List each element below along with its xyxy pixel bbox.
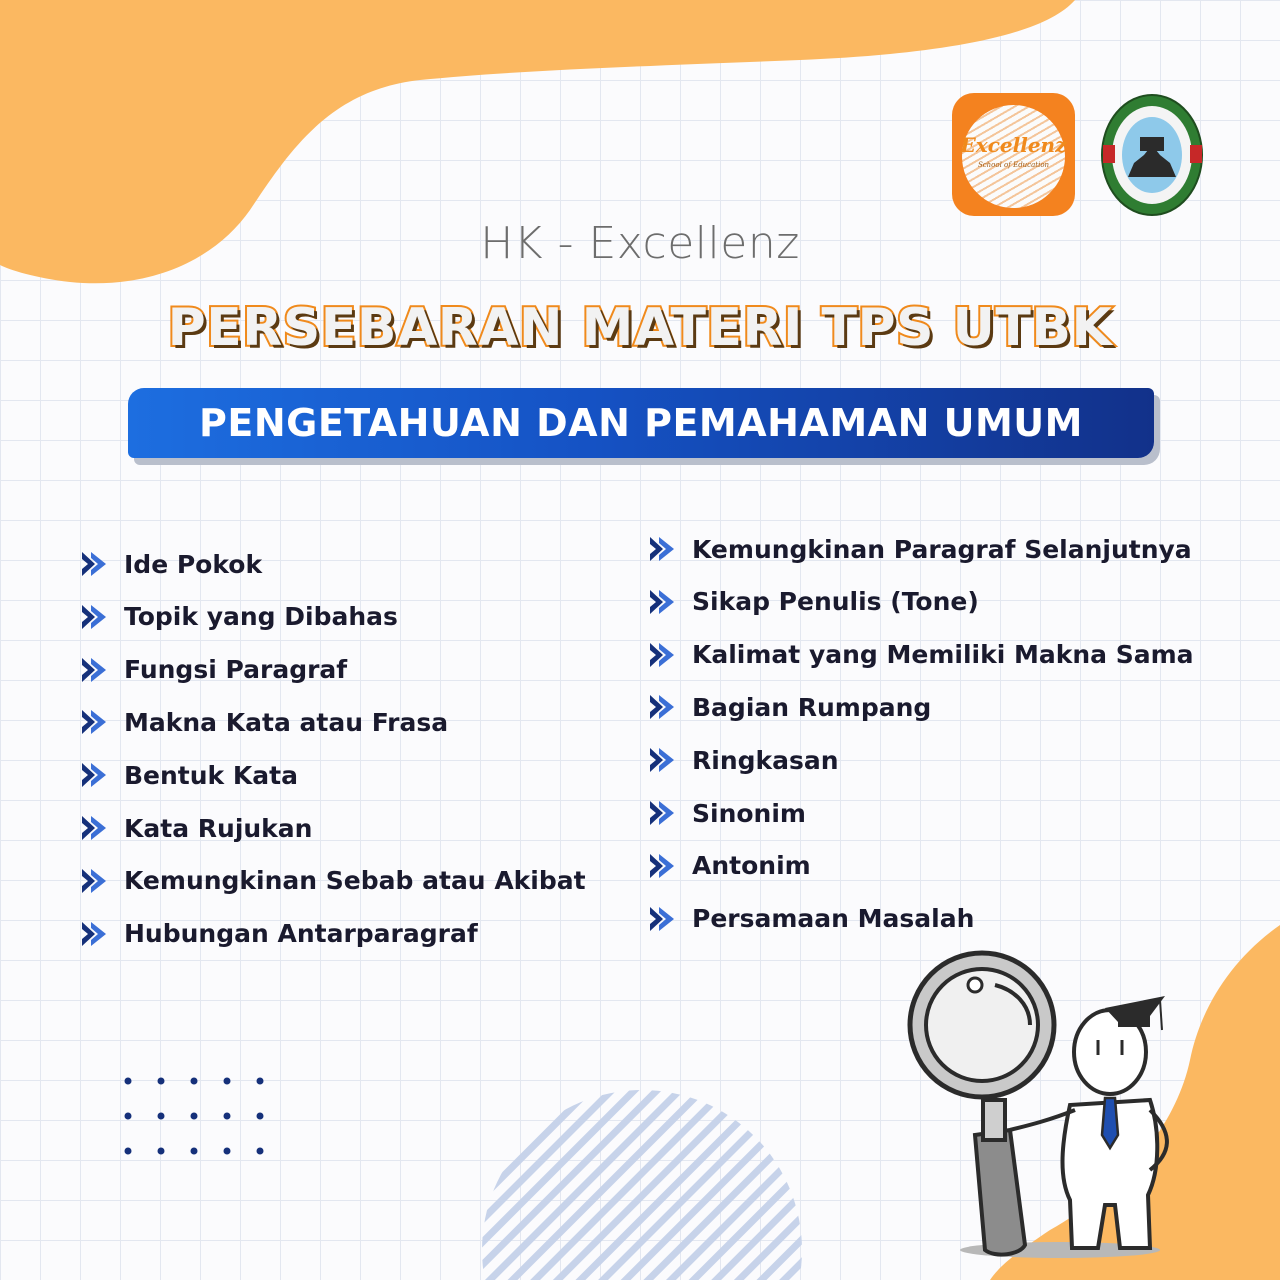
page-title: PERSEBARAN MATERI TPS UTBK (167, 298, 1113, 358)
topic-item (80, 650, 347, 690)
double-chevron-right-icon (648, 799, 676, 827)
topic-label: Sinonim (692, 798, 806, 828)
topic-item (80, 702, 448, 742)
topic-item (648, 582, 979, 622)
topic-item (80, 808, 312, 848)
topic-item (648, 846, 811, 886)
double-chevron-right-icon (648, 746, 676, 774)
double-chevron-right-icon (80, 550, 108, 578)
topic-label: Kata Rujukan (124, 813, 313, 843)
double-chevron-right-icon (648, 641, 676, 669)
subtitle-banner (128, 388, 1154, 458)
double-chevron-right-icon (80, 920, 108, 948)
topic-label: Hubungan Antarparagraf (124, 919, 478, 949)
topic-item (648, 687, 931, 727)
double-chevron-right-icon (80, 761, 108, 789)
double-chevron-right-icon (648, 588, 676, 616)
topic-item (80, 755, 298, 795)
double-chevron-right-icon (648, 852, 676, 880)
magnifier-graduate-illustration (910, 953, 1167, 1258)
topic-label: Ide Pokok (124, 549, 263, 579)
double-chevron-right-icon (648, 693, 676, 721)
topic-item (648, 635, 1194, 675)
topic-item (648, 740, 839, 780)
topic-label: Ringkasan (692, 745, 839, 775)
topic-item (80, 544, 262, 584)
subtitle-text: PENGETAHUAN DAN PEMAHAMAN UMUM (199, 401, 1083, 445)
logo-wordmark: Excellenz (960, 133, 1067, 157)
topic-label: Fungsi Paragraf (124, 655, 348, 685)
topic-label: Antonim (692, 851, 811, 881)
topic-item (80, 914, 478, 954)
topic-item (80, 861, 586, 901)
topic-label: Bagian Rumpang (692, 692, 932, 722)
excellenz-logo (952, 93, 1075, 216)
topic-item (648, 529, 1192, 569)
topic-label: Makna Kata atau Frasa (124, 707, 449, 737)
topic-label: Sikap Penulis (Tone) (692, 587, 979, 617)
double-chevron-right-icon (80, 867, 108, 895)
logo-subtext: School of Education (977, 161, 1050, 169)
dot-grid (125, 1078, 264, 1155)
bottom-striped-circle (482, 1090, 802, 1280)
double-chevron-right-icon (80, 603, 108, 631)
topic-label: Kemungkinan Paragraf Selanjutnya (692, 534, 1192, 564)
topic-label: Kemungkinan Sebab atau Akibat (124, 866, 586, 896)
double-chevron-right-icon (80, 814, 108, 842)
madrasah-seal-logo (1100, 93, 1205, 217)
double-chevron-right-icon (648, 905, 676, 933)
topic-item (648, 793, 806, 833)
double-chevron-right-icon (80, 656, 108, 684)
topic-item (648, 899, 974, 939)
topic-label: Topik yang Dibahas (124, 602, 398, 632)
double-chevron-right-icon (80, 708, 108, 736)
brand-name: HK - Excellenz (480, 218, 800, 269)
topic-label: Persamaan Masalah (692, 904, 975, 934)
double-chevron-right-icon (648, 535, 676, 563)
topic-label: Bentuk Kata (124, 760, 298, 790)
topic-item (80, 597, 398, 637)
topic-label: Kalimat yang Memiliki Makna Sama (692, 640, 1194, 670)
